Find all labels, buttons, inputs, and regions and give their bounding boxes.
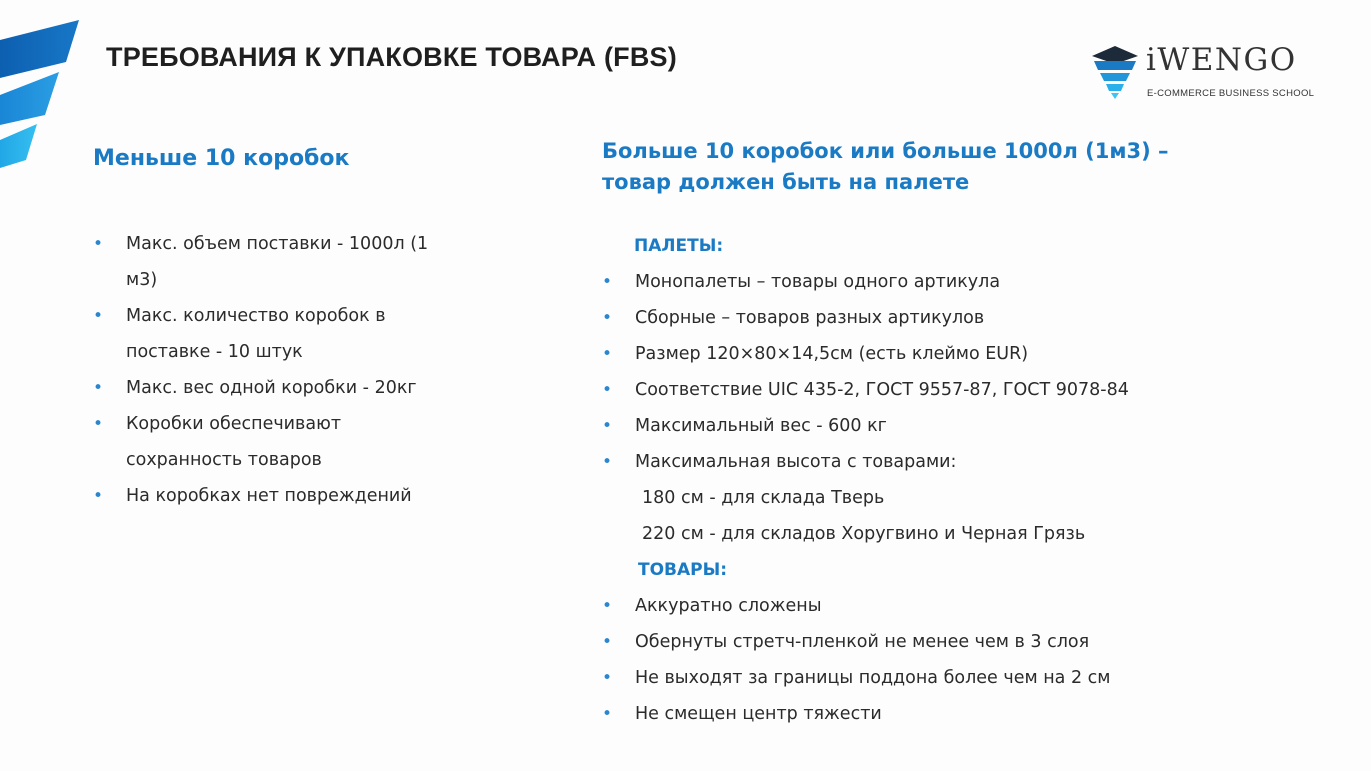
goods-list: [602, 588, 1342, 732]
logo: [1090, 44, 1320, 104]
pallets-list: [602, 264, 1342, 480]
corner-stripes-decoration: [0, 0, 90, 180]
list-item: • Не выходят за границы поддона более чем на 2 см: [602, 660, 1342, 696]
list-item: • Обернуты стретч-пленкой не менее чем в 3 слоя: [602, 624, 1342, 660]
left-list: [93, 226, 513, 514]
goods-label: ТОВАРЫ:: [638, 560, 728, 580]
height-line: 220 см - для складов Хоругвино и Черная Грязь: [642, 524, 1086, 544]
logo-name: iWENGO: [1146, 42, 1297, 78]
list-item: • Размер 120×80×14,5см (есть клеймо EUR): [602, 336, 1342, 372]
right-heading: Больше 10 коробок или больше 1000л (1м3) – товар должен быть на палете: [602, 139, 1169, 194]
list-item: • Макс. объем поставки - 1000л (1 м3): [93, 226, 456, 298]
graduation-cap-icon: [1090, 46, 1140, 100]
left-column: [93, 143, 513, 514]
height-line: 180 см - для склада Тверь: [642, 488, 885, 508]
list-item: • Максимальный вес - 600 кг: [602, 408, 1342, 444]
list-item: • Соответствие UIC 435-2, ГОСТ 9557-87, ГОСТ 9078-84: [602, 372, 1342, 408]
logo-subtitle: E-COMMERCE BUSINESS SCHOOL: [1147, 88, 1315, 99]
list-item: • Не смещен центр тяжести: [602, 696, 1342, 732]
left-heading: Меньше 10 коробок: [93, 146, 350, 171]
list-item: • Макс. количество коробок в поставке - 10 штук: [93, 298, 456, 370]
list-item: • Макс. вес одной коробки - 20кг: [93, 370, 456, 406]
right-column: [602, 136, 1342, 732]
list-item: • Монопалеты – товары одного артикула: [602, 264, 1342, 300]
list-item: • Максимальная высота с товарами:: [602, 444, 1342, 480]
list-item: • Коробки обеспечивают сохранность товаров: [93, 406, 456, 478]
list-item: • Сборные – товаров разных артикулов: [602, 300, 1342, 336]
list-item: • Аккуратно сложены: [602, 588, 1342, 624]
pallets-label: ПАЛЕТЫ:: [634, 236, 724, 256]
page-title: ТРЕБОВАНИЯ К УПАКОВКЕ ТОВАРА (FBS): [106, 42, 677, 72]
list-item: • На коробках нет повреждений: [93, 478, 456, 514]
